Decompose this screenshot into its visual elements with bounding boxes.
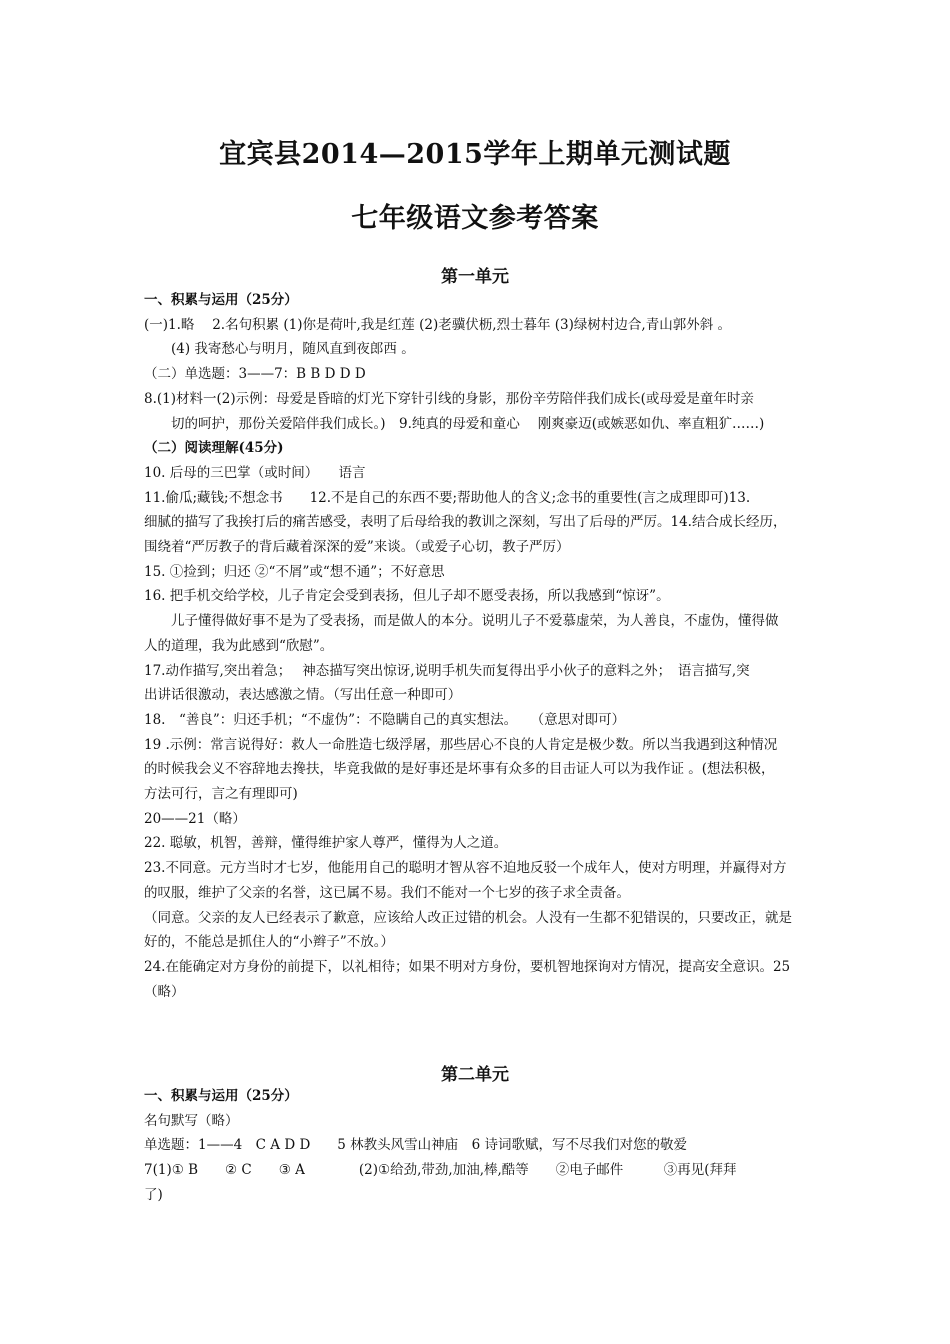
text-line: 的叹服，维护了父亲的名誉，这已属不易。我们不能对一个七岁的孩子求全责备。	[144, 884, 630, 901]
text-line: (一)1.略 2.名句积累 (1)你是荷叶,我是红莲 (2)老骥伏枥,烈士暮年 (3)绿树村边合,青山郭外斜 。	[144, 316, 731, 333]
text-line: 16. 把手机交给学校，儿子肯定会受到表扬，但儿子却不愿受表扬，所以我感到“惊讶”。	[144, 588, 670, 605]
text-line: 出讲话很激动，表达感激之情。（写出任意一种即可）	[144, 687, 462, 704]
text-line: （二）单选题：3——7：B B D D D	[144, 366, 366, 383]
text-line: (4) 我寄愁心与明月，随风直到夜郎西 。	[144, 341, 415, 358]
text-line: 儿子懂得做好事不是为了受表扬，而是做人的本分。说明儿子不爱慕虚荣，为人善良，不虚伪，懂得做	[144, 613, 779, 630]
text-line: 17.动作描写,突出着急； 神态描写突出惊讶,说明手机失而复得出乎小伙子的意料之外； 语言描写,突	[144, 662, 750, 679]
document-subtitle: 七年级语文参考答案	[351, 203, 599, 234]
text-line: 19 .示例：常言说得好：救人一命胜造七级浮屠，那些居心不良的人肯定是极少数。所以当我遇到这种情况	[144, 736, 778, 753]
text-line: 好的，不能总是抓住人的“小辫子”不放。）	[144, 934, 395, 951]
text-line: 细腻的描写了我挨打后的痛苦感受，表明了后母给我的教训之深刻，写出了后母的严厉。14.结合成长经历，	[144, 514, 787, 531]
text-line: 8.(1)材料一(2)示例：母爱是昏暗的灯光下穿针引线的身影，那份辛劳陪伴我们成长(或母爱是童年时亲	[144, 390, 754, 407]
text-line: 围绕着“严厉教子的背后藏着深深的爱”来谈。（或爱子心切，教子严厉）	[144, 539, 570, 555]
text-line: 10. 后母的三巴掌（或时间） 语言	[144, 464, 366, 481]
unit1-heading: 第一单元	[441, 267, 509, 287]
text-line: 20——21（略）	[144, 810, 246, 827]
text-line: 一、积累与运用（25分）	[144, 1088, 298, 1104]
text-line: （略）	[144, 983, 185, 1000]
text-line: 方法可行，言之有理即可)	[144, 786, 298, 802]
text-line: （二）阅读理解(45分)	[144, 440, 284, 457]
text-line: 名句默写（略）	[144, 1112, 239, 1129]
text-line: 的时候我会义不容辞地去搀扶，毕竟我做的是好事还是坏事有众多的目击证人可以为我作证 。(想法积极，	[144, 761, 775, 778]
text-line: 15. ①捡到；归还 ②“不屑”或“想不通”；不好意思	[144, 563, 445, 580]
text-line: 7(1)① B ② C ③ A (2)①给劲,带劲,加油,棒,酷等 ②电子邮件 ③再见(拜拜	[144, 1162, 737, 1179]
text-line: 了)	[144, 1186, 163, 1203]
text-line: 23.不同意。元方当时才七岁，他能用自己的聪明才智从容不迫地反驳一个成年人，使对方明理，并赢得对方	[144, 860, 787, 877]
text-line: 人的道理，我为此感到“欣慰”。	[144, 637, 334, 654]
text-line: 11.偷瓜;藏钱;不想念书 12.不是自己的东西不要;帮助他人的含义;念书的重要性(言之成理即可)13.	[144, 489, 751, 506]
text-line: 一、积累与运用（25分）	[144, 292, 298, 308]
unit2-heading: 第二单元	[441, 1065, 509, 1085]
text-line: 切的呵护，那份关爱陪伴我们成长。) 9.纯真的母爱和童心 刚爽豪迈(或嫉恶如仇、率直粗犷……)	[144, 415, 765, 432]
document-title: 宜宾县2014—2015学年上期单元测试题	[219, 139, 731, 170]
text-line: 22. 聪敏，机智，善辩，懂得维护家人尊严，懂得为人之道。	[144, 835, 508, 852]
text-line: 24.在能确定对方身份的前提下，以礼相待；如果不明对方身份，要机智地探询对方情况，提高安全意识。25	[144, 958, 791, 975]
text-line: （同意。父亲的友人已经表示了歉意，应该给人改正过错的机会。人没有一生都不犯错误的，只要改正，就是	[144, 909, 792, 926]
text-line: 18. “善良”：归还手机；“不虚伪”：不隐瞒自己的真实想法。 （意思对即可）	[144, 711, 626, 728]
text-line: 单选题：1——4 C A D D 5 林教头风雪山神庙 6 诗词歌赋，写不尽我们对您的敬爱	[144, 1137, 688, 1154]
